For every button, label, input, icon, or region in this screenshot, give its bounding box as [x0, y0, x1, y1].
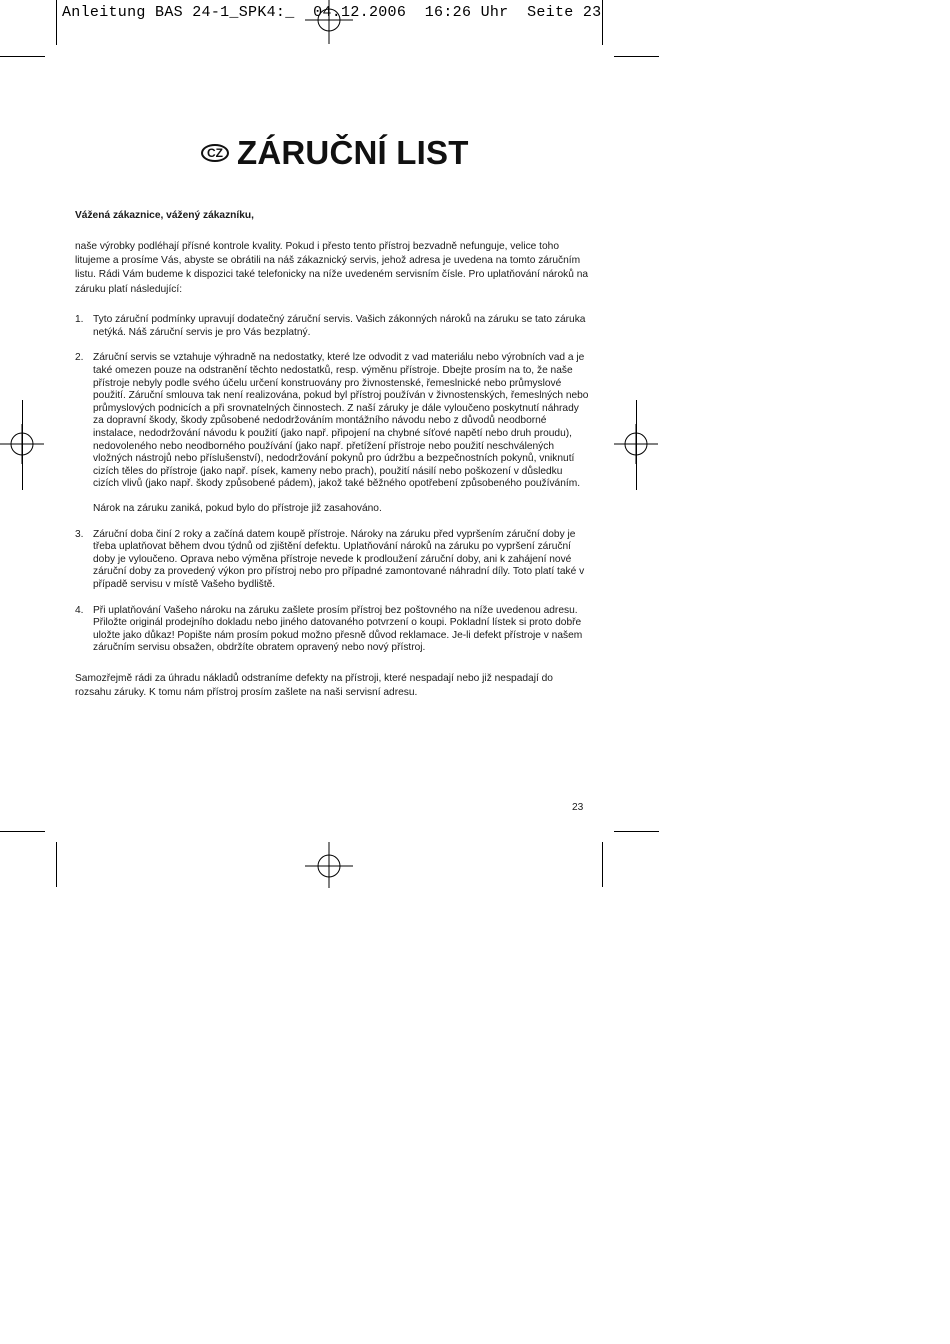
- list-item: [75, 352, 590, 515]
- print-slug-line: Anleitung BAS 24-1_SPK4:_ 04.12.2006 16:26 Uhr Seite 23: [62, 4, 602, 21]
- list-item-paragraph: Záruční servis se vztahuje výhradně na nedostatky, které lze odvodit z vad materiálu nebo výrobních vad a je také omezen pouze na odstranění těchto nedostatků, resp. výměnu přístroje. Dbejte prosím na to, že naše přístroje nebyly podle svého účelu určení konstruovány pro živnostenské, řemeslnické nebo průmyslové použití. Záruční smlouva tak není realizována, pokud byl přístroj používán v živnostenských, řemeslných nebo průmyslových podnicích a při srovnatelných činnostech. Z naší záruky je dále vyloučeno poskytnutí náhrady za dopravní škody, škody způsobené nedodržováním montážního návodu nebo z důvodů neodborné instalace, nedodržování návodu k použití (jako např. připojení na chybné síťové napětí nebo druh proudu), nedovoleného nebo neodborného používání (jako např. přetížení přístroje nebo použití neschválených vložných nástrojů nebo příslušenství), nedodržování pokynů pro údržbu a bezpečnostních pokynů, vniknutí cizích těles do přístroje (jako např. písek, kameny nebo prach), použití násilí nebo poškození v důsledku cizích vlivů (jako např. škody způsobené pádem), jakož také běžného opotřebení způsobeného používáním.: [93, 352, 589, 490]
- crop-mark-top-left-vertical: [56, 0, 57, 45]
- list-item: [75, 605, 590, 655]
- crop-mark-top-left-horizontal: [0, 56, 45, 57]
- closing-paragraph: Samozřejmě rádi za úhradu nákladů odstraníme defekty na přístroji, které nespadají nebo již nespadají do rozsahu záruky. K tomu nám přístroj prosím zašlete na naši servisní adresu.: [75, 672, 553, 699]
- crop-mark-bottom-right-vertical: [602, 842, 603, 887]
- crop-mark-top-right-vertical: [602, 0, 603, 45]
- list-item-number: 2.: [75, 352, 84, 364]
- list-item-paragraph: Při uplatňování Vašeho nároku na záruku zašlete prosím přístroj bez poštovného na níže uvedenou adresu. Přiložte originál prodejního dokladu nebo jiného datovaného potvrzení o koupi. Pokladní lístek si proto dobře uložte jako důkaz! Popište nám prosím pokud možno přesně důvod reklamace. Je-li defekt přístroje v našem záručním servisu obsažen, obdržíte obratem opravený nebo nový přístroj.: [93, 604, 583, 654]
- page-title: ZÁRUČNÍ LIST: [237, 134, 469, 171]
- list-item-text: [93, 352, 590, 515]
- page-number: 23: [572, 802, 584, 813]
- crop-mark-top-right-horizontal: [614, 56, 659, 57]
- registration-mark-top-icon: [305, 0, 353, 48]
- list-item: [75, 314, 590, 339]
- registration-mark-right-icon: [612, 420, 660, 468]
- registration-mark-bottom-icon: [305, 842, 353, 890]
- registration-mark-left-icon: [0, 420, 48, 468]
- page-title-block: [201, 130, 469, 176]
- salutation: Vážená zákaznice, vážený zákazníku,: [75, 210, 254, 221]
- list-item-text: [93, 529, 590, 592]
- list-item-paragraph: Záruční doba činí 2 roky a začíná datem koupě přístroje. Nároky na záruku před vypršením záruční doby je třeba uplatňovat během dvou týdnů od zjištění defektu. Uplatňování nároků na záruku po vypršení záruční doby je vyloučeno. Oprava nebo výměna přístroje nevede k prodloužení záruční doby, ani k zahájení nové záruční doby za provedený výkon pro přístroj nebo pro případné zamontované náhradní díly. Toto platí také v případě servisu v místě Vašeho bydliště.: [93, 528, 585, 590]
- list-item-paragraph: Nárok na záruku zaniká, pokud bylo do přístroje již zasahováno.: [93, 502, 382, 514]
- warranty-text-body: [75, 210, 590, 701]
- list-item: [75, 529, 590, 592]
- language-badge-icon: CZ: [201, 144, 229, 162]
- list-item-number: 4.: [75, 604, 84, 616]
- crop-mark-bottom-right-horizontal: [614, 831, 659, 832]
- crop-mark-bottom-left-horizontal: [0, 831, 45, 832]
- crop-mark-bottom-left-vertical: [56, 842, 57, 887]
- list-item-paragraph: Tyto záruční podmínky upravují dodatečný záruční servis. Vašich zákonných nároků na záruku se tato záruka netýká. Náš záruční servis je pro Vás bezplatný.: [93, 314, 586, 338]
- list-item-text: [93, 314, 590, 339]
- list-item-number: 3.: [75, 528, 84, 540]
- intro-paragraph: naše výrobky podléhají přísné kontrole kvality. Pokud i přesto tento přístroj bezvadně nefunguje, velice toho litujeme a prosíme Vás, abyste se obrátili na náš zákaznický servis, jehož adresa je uvedena na tomto záručním listu. Rádi Vám budeme k dispozici také telefonicky na níže uvedeném servisním čísle. Pro uplatňování nároků na záruku platí následující:: [75, 240, 589, 295]
- list-item-text: [93, 605, 590, 655]
- list-item-number: 1.: [75, 314, 84, 326]
